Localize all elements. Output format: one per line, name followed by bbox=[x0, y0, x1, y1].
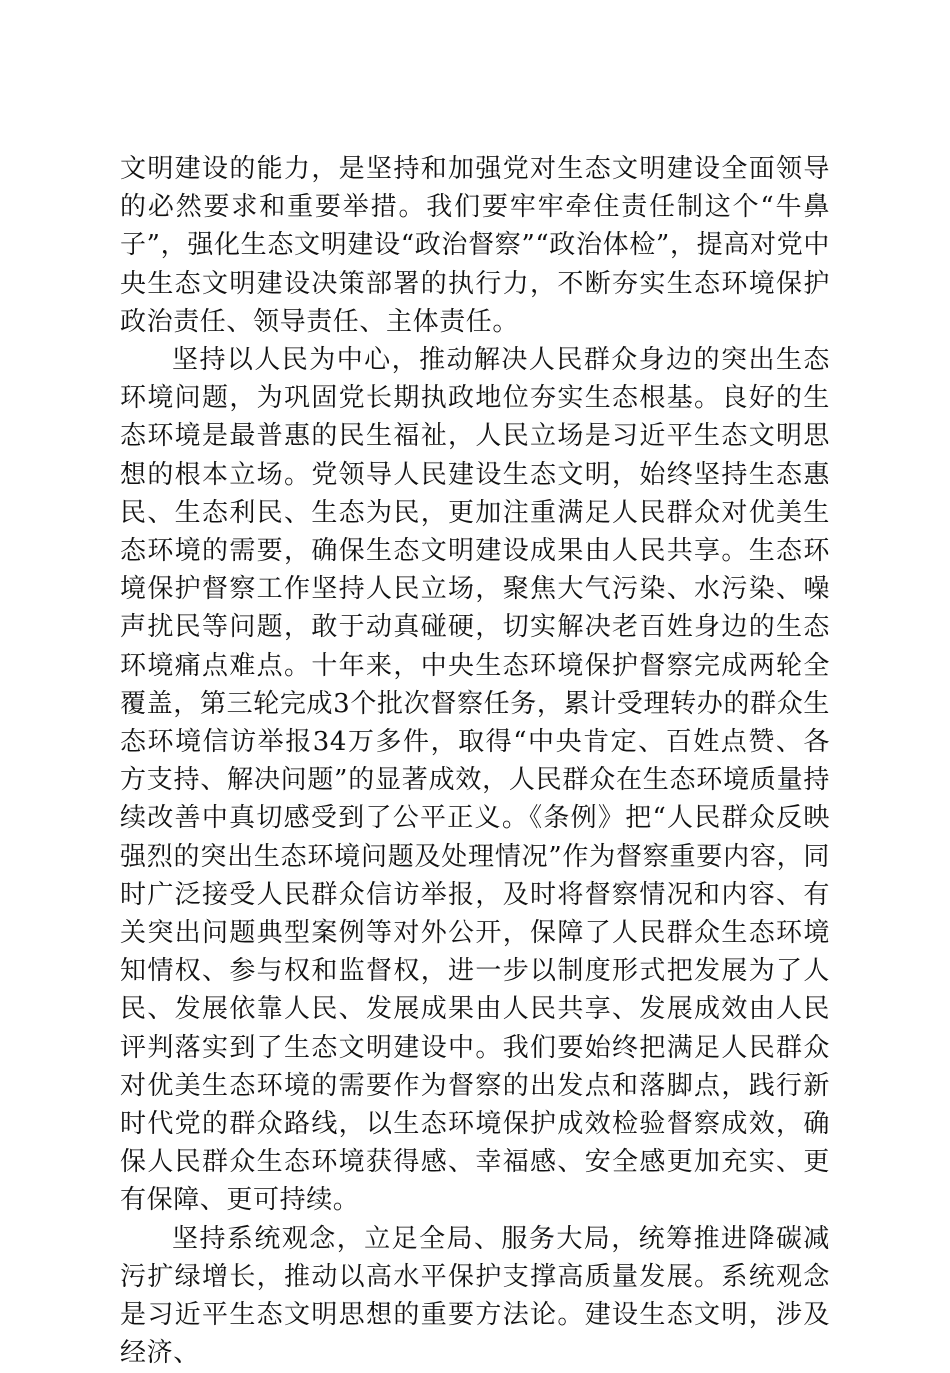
body-text bbox=[120, 150, 830, 1373]
paragraph-people-centered: 坚持以人民为中心，推动解决人民群众身边的突出生态环境问题，为巩固党长期执政地位夯实生态根基。良好的生态环境是最普惠的民生福祉，人民立场是习近平生态文明思想的根本立场。党领导人民建设生态文明，始终坚持生态惠民、生态利民、生态为民，更加注重满足人民群众对优美生态环境的需要，确保生态文明建设成果由人民共享。生态环境保护督察工作坚持人民立场，聚焦大气污染、水污染、噪声扰民等问题，敢于动真碰硬，切实解决老百姓身边的生态环境痛点难点。十年来，中央生态环境保护督察完成两轮全覆盖，第三轮完成3个批次督察任务，累计受理转办的群众生态环境信访举报34万多件，取得“中央肯定、百姓点赞、各方支持、解决问题”的显著成效，人民群众在生态环境质量持续改善中真切感受到了公平正义。《条例》把“人民群众反映强烈的突出生态环境问题及处理情况”作为督察重要内容，同时广泛接受人民群众信访举报，及时将督察情况和内容、有关突出问题典型案例等对外公开，保障了人民群众生态环境知情权、参与权和监督权，进一步以制度形式把发展为了人民、发展依靠人民、发展成果由人民共享、发展成效由人民评判落实到了生态文明建设中。我们要始终把满足人民群众对优美生态环境的需要作为督察的出发点和落脚点，践行新时代党的群众路线，以生态环境保护成效检验督察成效，确保人民群众生态环境获得感、幸福感、安全感更加充实、更有保障、更可持续。 bbox=[120, 345, 830, 1216]
paragraph-continuation: 文明建设的能力，是坚持和加强党对生态文明建设全面领导的必然要求和重要举措。我们要牢牢牵住责任制这个“牛鼻子”，强化生态文明建设“政治督察”“政治体检”，提高对党中央生态文明建设决策部署的执行力，不断夯实生态环境保护政治责任、领导责任、主体责任。 bbox=[120, 154, 830, 337]
paragraph-systems-view: 坚持系统观念，立足全局、服务大局，统筹推进降碳减污扩绿增长，推动以高水平保护支撑高质量发展。系统观念是习近平生态文明思想的重要方法论。建设生态文明，涉及经济、 bbox=[120, 1223, 830, 1369]
